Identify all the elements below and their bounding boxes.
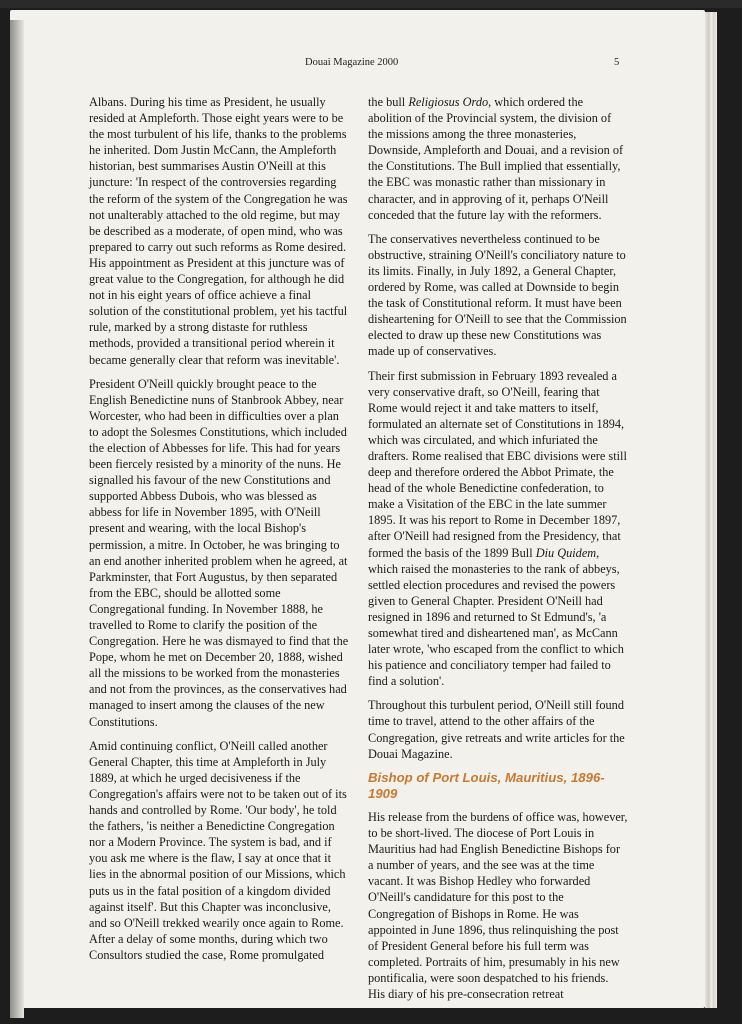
paragraph: Amid continuing conflict, O'Neill called another General Chapter, this time at Ampleforth in July 1889, at which he urged decisiveness if the Congregation's affairs were not to be taken out of its hands and controlled by Rome. 'Our body', he told the fathers, 'is neither a Benedictine Congregation nor a Modern Province. The system is bad, and if you ask me where is the flaw, I say at once that it lies in the abnormal position of our Missions, which puts us in the fatal position of a kingdom divided against itself'. But this Chapter was inconclusive, and so O'Neill trekked wearily once again to Rome. After a delay of some months, during which two Consultors studied the case, Rome promulgated xyxy=(89,738,347,962)
paragraph: The conservatives nevertheless continued to be obstructive, straining O'Neill's conciliatory nature to its limits. Finally, in July 1892, a General Chapter, ordered by Rome, was called at Downside to begin the task of Constitutional reform. It must have been disheartening for O'Neill to see that the Commission elected to draw up these new Constitutions was made up of conservatives. xyxy=(368,231,627,359)
paragraph: President O'Neill quickly brought peace to the English Benedictine nuns of Stanbrook Abbey, near Worcester, who had been in difficulties over a plan to adopt the Solesmes Constitutions, which included the election of Abbesses for life. This had for years been fiercely resisted by a minority of the nuns. He signalled his favour of the new Constitutions and supported Abbess Dubois, who was blessed as abbess for life in November 1895, with O'Neill present and wearing, with the local Bishop's permission, a mitre. In October, he was bringing to an end another inherited problem when he agreed, at Parkminster, that Fort Augustus, by then separated from the EBC, should be allotted some Congregational funding. In November 1888, he travelled to Rome to clarify the position of the Congregation. Here he was dismayed to find that the Pope, whom he met on December 20, 1888, wished all the missions to be worked from the monasteries and not from the provinces, as the conservatives had managed to insert among the clauses of the new Constitutions. xyxy=(89,376,349,729)
bull-title: Diu Quidem xyxy=(535,545,597,560)
paragraph-text: , which ordered the abolition of the Provincial system, the division of the missions among the three monasteries, Downside, Ampleforth and Douai, and a revision of the Constitutions. The Bull implied that essentially, the EBC was monastic rather than missionary in character, and in approving of it, perhaps O'Neill conceded that the future lay with the reformers. xyxy=(368,95,624,222)
bull-title: Religiosus Ordo xyxy=(408,95,489,109)
right-column xyxy=(368,94,628,1010)
paragraph: Albans. During his time as President, he usually resided at Ampleforth. Those eight years were to be the most turbulent of his life, thanks to the problems he inherited. Dom Justin McCann, the Ampleforth historian, best summarises Austin O'Neill at this juncture: 'In respect of the controversies regarding the reform of the system of the Congregation he was not unalterably attached to the old regime, but may be described as a moderate, of open mind, who was prepared to carry out such reforms as Rome desired. His appointment as President at this juncture was of great value to the Congregation, for although he did not in his eight years of office achieve a final solution of the constitutional problem, yet his tactful rule, marked by a strong distaste for ruthless methods, provided a transitional period wherein it became generally clear that reform was inevitable'. xyxy=(89,95,348,367)
section-heading: Bishop of Port Louis, Mauritius, 1896-1909 xyxy=(368,769,605,801)
left-column xyxy=(89,94,351,971)
scan-top-edge xyxy=(0,0,742,8)
paragraph: Throughout this turbulent period, O'Neill still found time to travel, attend to the other affairs of the Congregation, give retreats and write articles for the Douai Magazine. xyxy=(368,698,625,761)
paragraph: His release from the burdens of office was, however, to be short-lived. The diocese of Port Louis in Mauritius had had English Benedictine Bishops for a number of years, and the see was at the time vacant. It was Bishop Hedley who forwarded O'Neill's candidature for this post to the Congregation of Bishops in Rome. He was appointed in June 1896, thus relinquishing the post of President General before his full term was completed. Portraits of him, presumably in his new pontificalia, were soon despatched to his friends. His diary of his pre-consecration retreat xyxy=(368,809,628,1001)
paragraph-text: , which raised the monasteries to the rank of abbeys, settled election procedures and revised the powers given to General Chapter. President O'Neill had resigned in 1896 and returned to St Edmund's, 'a somewhat tired and disheartened man', as McCann later wrote, 'who escaped from the conflict to which his patience and conciliatory temper had failed to find a solution'. xyxy=(368,545,624,689)
page-number: 5 xyxy=(614,57,620,68)
page-spine-shadow xyxy=(10,20,24,1018)
paragraph xyxy=(368,94,628,223)
page-stack-edge xyxy=(705,12,717,1008)
paragraph-text: the bull xyxy=(368,95,409,109)
running-title: Douai Magazine 2000 xyxy=(305,57,399,68)
paragraph xyxy=(368,368,628,690)
paragraph-text: Their first submission in February 1893 revealed a very conservative draft, so O'Neill, fearing that Rome would reject it and take matters to itself, formulated an alternate set of Constitutions in 1894, which was circulated, and which infuriated the drafters. Rome realised that EBC divisions were still deep and therefore ordered the Abbot Primate, the head of the whole Benedictine confederation, to make a Visitation of the EBC in the late summer 1895. It was his report to Rome in December 1897, after O'Neill had resigned from the Presidency, that formed the basis of the 1899 Bull xyxy=(368,368,627,560)
